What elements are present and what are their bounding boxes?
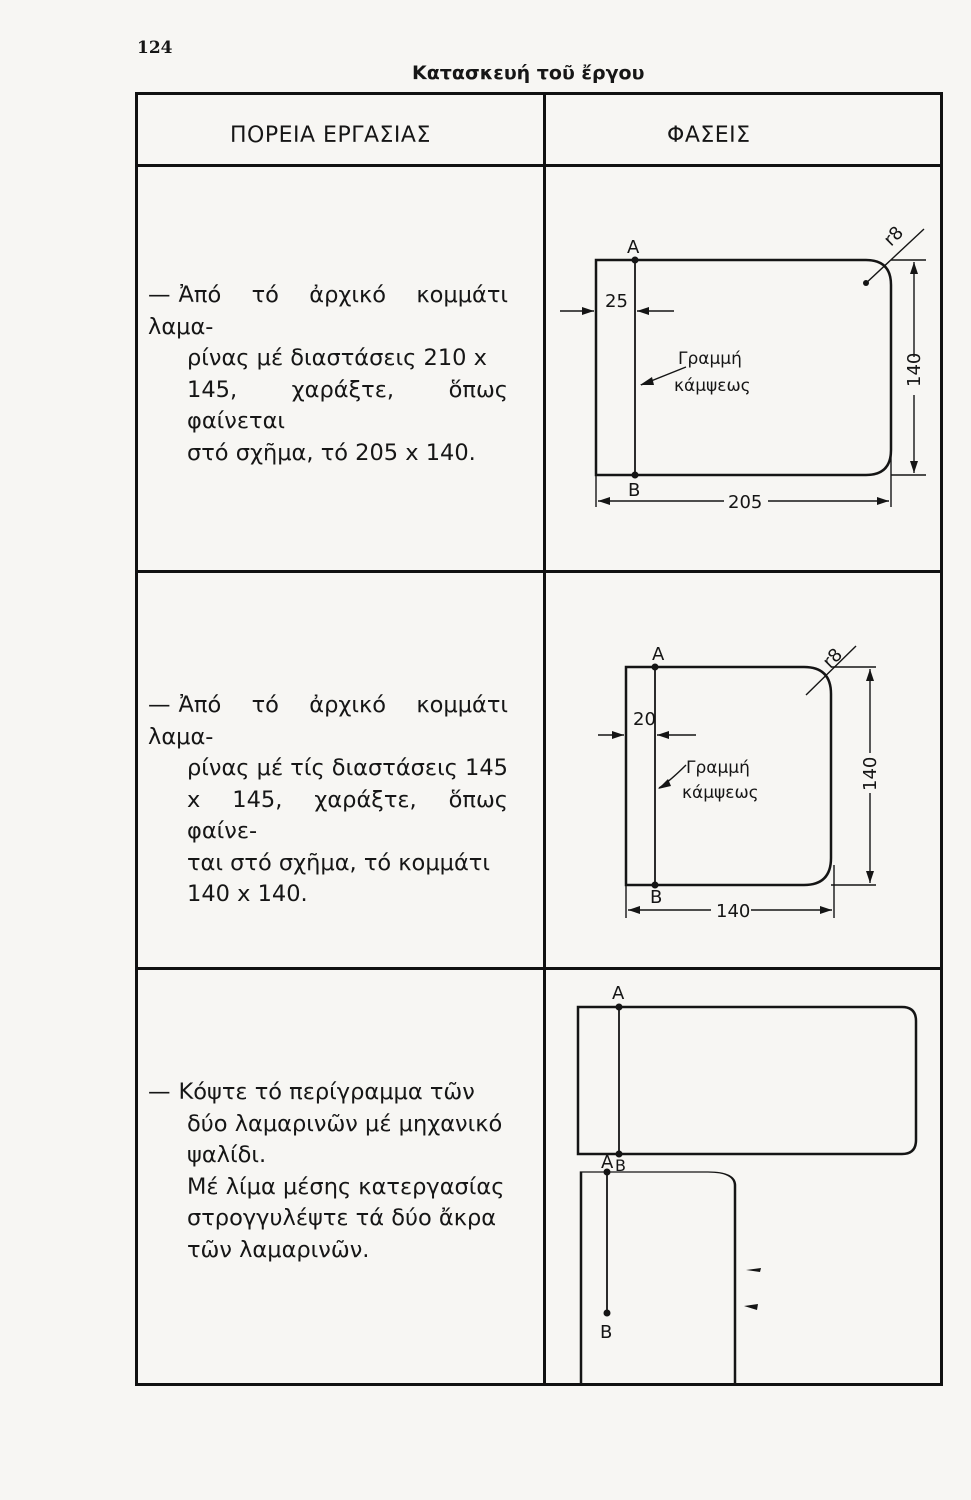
step-1-text <box>148 280 508 469</box>
step-1-line-2: ρίνας μέ διαστάσεις 210 x <box>187 345 487 371</box>
step-3-line-2: δύο λαμαρινῶν μέ μηχανικό <box>187 1110 503 1137</box>
step-2-dash: — <box>148 692 171 718</box>
step-1-line-1: — Ἀπό τό ἀρχικό κομμάτι λαμα- <box>148 282 508 340</box>
figure-2-label-a: A <box>652 644 665 665</box>
figure-2-width: 140 <box>716 901 751 922</box>
figure-2-radius: r8 <box>818 644 847 673</box>
figure-2-sheet-140x140 <box>546 573 941 967</box>
section-title: Κατασκευή τοῦ ἔργου <box>412 62 645 84</box>
step-3-line-3: ψαλίδι. <box>187 1142 267 1168</box>
figure-3-bottom-sheet <box>581 1172 735 1384</box>
figure-1-label-b: B <box>628 480 641 501</box>
step-2-text <box>148 690 508 911</box>
step-2-line-3: x 145, χαράξτε, ὅπως φαίνε- <box>187 786 508 844</box>
step-2-line-2: ρίνας μέ τίς διαστάσεις 145 <box>187 755 508 781</box>
figure-3-top-b: B <box>615 1156 626 1175</box>
figure-1-bend-label-2: κάμψεως <box>674 376 751 396</box>
figure-2-bend-label-1: Γραμμή <box>686 758 750 778</box>
step-3-dash: — <box>148 1079 171 1105</box>
step-3-line-1: — Κόψτε τό περίγραμμα τῶν <box>148 1079 475 1105</box>
figure-3-top-a: A <box>612 983 625 1004</box>
step-2-line-5: 140 x 140. <box>187 881 308 907</box>
figure-1-offset: 25 <box>605 291 628 312</box>
figure-2-bend-label-2: κάμψεως <box>682 783 759 803</box>
step-3-text <box>148 1077 508 1266</box>
figure-1-radius: r8 <box>879 222 908 251</box>
figure-3-top-sheet <box>578 1007 916 1154</box>
step-3-line-6: τῶν λαμαρινῶν. <box>187 1236 370 1263</box>
header-phases: ΦΑΣΕΙΣ <box>667 123 751 148</box>
step-2-line-1: — Ἀπό τό ἀρχικό κομμάτι λαμα- <box>148 692 508 750</box>
page-number: 124 <box>137 38 173 58</box>
figure-3-bottom-a: A <box>601 1152 614 1173</box>
figure-2-height: 140 <box>860 756 881 791</box>
step-3-line-5: στρογγυλέψτε τά δύο ἄκρα <box>187 1205 497 1231</box>
figure-1-sheet-205x140 <box>546 167 941 570</box>
figure-1-label-a: A <box>627 237 640 258</box>
figure-3-cut-sheets <box>546 970 941 1384</box>
step-1-line-4: στό σχῆμα, τό 205 x 140. <box>187 439 476 466</box>
figure-2-label-b: B <box>650 887 663 908</box>
step-1-line-3: 145, χαράξτε, ὅπως φαίνεται <box>187 376 508 434</box>
figure-1-width: 205 <box>728 492 763 513</box>
step-2-line-4: ται στό σχῆμα, τό κομμάτι <box>187 849 490 876</box>
figure-3-bottom-b: B <box>600 1322 613 1343</box>
step-1-dash: — <box>148 282 171 308</box>
figure-2-offset: 20 <box>633 709 656 730</box>
figure-1-height: 140 <box>904 352 925 387</box>
figure-1-bend-label-1: Γραμμή <box>678 349 742 369</box>
step-3-line-4: Μέ λίμα μέσης κατεργασίας <box>187 1173 505 1200</box>
header-procedure: ΠΟΡΕΙΑ ΕΡΓΑΣΙΑΣ <box>230 123 431 148</box>
figure-1-outline <box>596 260 891 475</box>
